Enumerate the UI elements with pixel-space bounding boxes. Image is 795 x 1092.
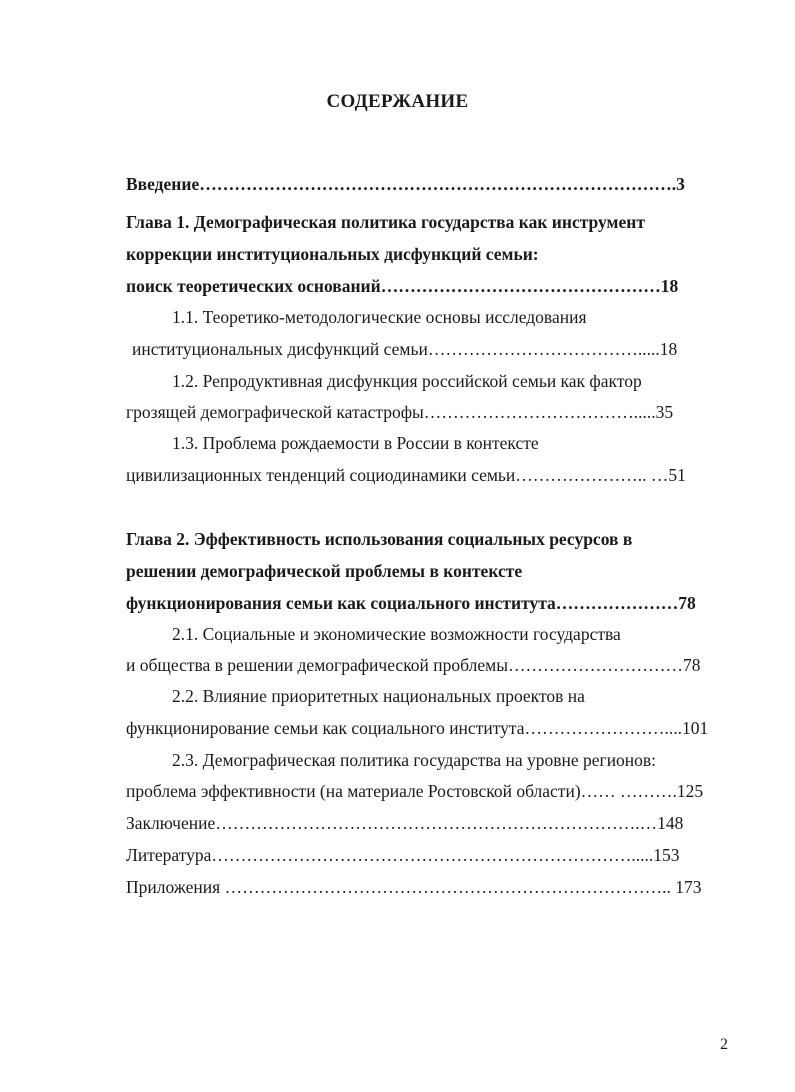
toc-section-1-3-line-1: 1.3. Проблема рождаемости в России в контексте (172, 433, 539, 453)
toc-chapter-2-title-line-2: решении демографической проблемы в контексте (126, 561, 523, 581)
toc-section-2-3-line-2: проблема эффективности (на материале Ростовской области)…… ……….125 (126, 781, 704, 801)
page-title: СОДЕРЖАНИЕ (326, 91, 469, 112)
page-number: 2 (720, 1036, 728, 1053)
toc-chapter-1-title-line-3: поиск теоретических оснований…………………………………………18 (126, 276, 679, 296)
toc-chapter-2-title-line-3: функционирования семьи как социального института…………………78 (126, 593, 696, 613)
toc-entry-literature: Литература……………………………………………………………….....153 (126, 845, 680, 865)
toc-entry-introduction: Введение……………………………………………………………………….3 (126, 174, 685, 194)
toc-section-2-2-line-2: функционирование семьи как социального института……………………....101 (126, 718, 709, 738)
toc-section-2-2-line-1: 2.2. Влияние приоритетных национальных проектов на (172, 686, 585, 706)
toc-chapter-1-title-line-1: Глава 1. Демографическая политика государства как инструмент (126, 212, 645, 232)
toc-entry-appendix: Приложения ………………………………………………………………….. 173 (126, 877, 702, 897)
toc-section-1-2-line-2: грозящей демографической катастрофы……………………………….....35 (126, 402, 674, 422)
toc-section-1-3-line-2: цивилизационных тенденций социодинамики семьи………………….. …51 (126, 465, 686, 485)
toc-section-1-1-line-2: институциональных дисфункций семьи……………………………….....18 (132, 339, 678, 359)
toc-section-2-1-line-1: 2.1. Социальные и экономические возможности государства (172, 624, 621, 644)
toc-chapter-2-title-line-1: Глава 2. Эффективность использования социальных ресурсов в (126, 529, 633, 549)
toc-section-1-1-line-1: 1.1. Теоретико-методологические основы исследования (172, 307, 587, 327)
toc-entry-conclusion: Заключение……………………………………………………………….…148 (126, 813, 684, 833)
toc-chapter-1-title-line-2: коррекции институциональных дисфункций семьи: (126, 244, 539, 264)
toc-section-2-3-line-1: 2.3. Демографическая политика государства на уровне регионов: (172, 750, 657, 770)
toc-section-2-1-line-2: и общества в решении демографической проблемы…………………………78 (126, 655, 701, 675)
toc-section-1-2-line-1: 1.2. Репродуктивная дисфункция российской семьи как фактор (172, 371, 642, 391)
